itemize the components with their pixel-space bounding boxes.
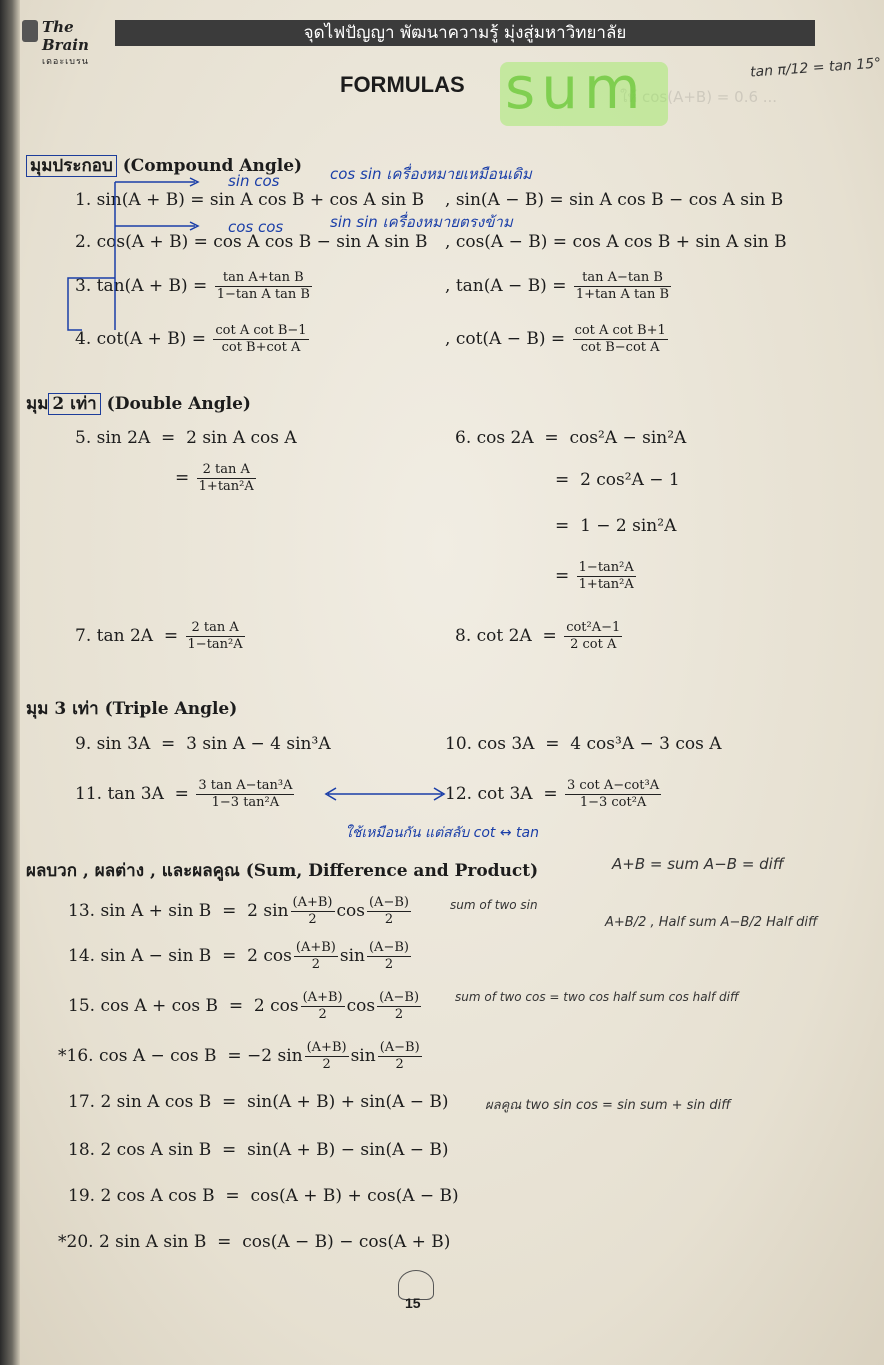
section-compound-en: (Compound Angle): [122, 156, 303, 176]
formula-11: 11. tan 3A = $\frac{\text{3 tan A−tan³A}}{\text{1−3 tan²A}}$: [75, 778, 293, 810]
formula-2: 2. cos(A + B) = cos A cos B − sin A sin B: [75, 232, 428, 252]
formula-13: 13. sin A + sin B = 2 sin $\frac{(A+B)}{2}$ cos $\frac{(A-B)}{2}$: [68, 895, 409, 927]
formula-6c: = 1 − 2 sin²A: [555, 516, 677, 536]
formula-19: 19. 2 cos A cos B = cos(A + B) + cos(A − B): [68, 1186, 459, 1206]
formula-8: 8. cot 2A = $\frac{\text{cot²A−1}}{\text{2 cot A}}$: [455, 620, 621, 652]
bleed-through-text: ให้ cos(A+B) = 0.6 ...: [620, 88, 778, 106]
handwritten-note-17: ผลคูณ two sin cos = sin sum + sin diff: [485, 1098, 731, 1113]
formula-18: 18. 2 cos A sin B = sin(A + B) − sin(A − B): [68, 1140, 449, 1160]
formula-10: 10. cos 3A = 4 cos³A − 3 cos A: [445, 734, 722, 754]
handwritten-note-top: tan π/12 = tan 15°: [749, 55, 882, 81]
formula-14: 14. sin A − sin B = 2 cos $\frac{(A+B)}{2}$ sin $\frac{(A-B)}{2}$: [68, 940, 409, 972]
formula-15: 15. cos A + cos B = 2 cos $\frac{(A+B)}{2}$ cos $\frac{(A-B)}{2}$: [68, 990, 420, 1022]
handwritten-note-13: sum of two sin: [450, 898, 538, 912]
formula-6b: = 2 cos²A − 1: [555, 470, 680, 490]
handwritten-note-1b: cos sin เครื่องหมายเหมือนเดิม: [330, 165, 532, 183]
formula-16: *16. cos A − cos B = −2 sin $\frac{(A+B)}{2}$ sin $\frac{(A-B)}{2}$: [58, 1040, 420, 1072]
section-double-angle: มุม 2 เท่า (Double Angle): [26, 394, 251, 414]
handwritten-note-half: A+B/2 , Half sum A−B/2 Half diff: [605, 915, 818, 930]
logo-face-icon: [22, 20, 38, 42]
handwritten-bracket-arrows: [40, 170, 230, 350]
formula-3b: , tan(A − B) = $\frac{\text{tan A−tan B}}{\text{1+tan A tan B}}$: [445, 270, 670, 302]
publisher-logo: The Brain เดอะเบรน: [22, 18, 112, 50]
formula-6d: = $\frac{\text{1−tan²A}}{\text{1+tan²A}}$: [555, 560, 634, 592]
page-title: FORMULAS: [340, 72, 465, 97]
formula-5b: = $\frac{\text{2 tan A}}{\text{1+tan²A}}$: [175, 462, 254, 494]
section-compound-thai: มุมประกอบ: [26, 155, 117, 177]
section-triple-angle: มุม 3 เท่า (Triple Angle): [26, 699, 238, 719]
formula-12: 12. cot 3A = $\frac{\text{3 cot A−cot³A}}{\text{1−3 cot²A}}$: [445, 778, 660, 810]
header-banner: จุดไฟปัญญา พัฒนาความรู้ มุ่งสู่มหาวิทยาลัย: [115, 20, 815, 46]
book-spine: [0, 0, 20, 1365]
handwritten-double-arrow-icon: [320, 784, 450, 804]
handwritten-note-2b: sin sin เครื่องหมายตรงข้าม: [330, 213, 513, 231]
handwritten-note-sum-diff: A+B = sum A−B = diff: [612, 855, 784, 873]
highlighter-note: sum: [505, 54, 647, 122]
handwritten-note-1a: sin cos: [228, 172, 280, 190]
handwritten-note-15: sum of two cos = two cos half sum cos half diff: [455, 990, 739, 1004]
formula-1: 1. sin(A + B) = sin A cos B + cos A sin B: [75, 190, 425, 210]
formula-6: 6. cos 2A = cos²A − sin²A: [455, 428, 687, 448]
formula-9: 9. sin 3A = 3 sin A − 4 sin³A: [75, 734, 331, 754]
formula-3: 3. tan(A + B) = $\frac{\text{tan A+tan B}}{\text{1−tan A tan B}}$: [75, 270, 310, 302]
handwritten-note-2a: cos cos: [228, 218, 284, 236]
formula-20: *20. 2 sin A sin B = cos(A − B) − cos(A + B): [58, 1232, 451, 1252]
formula-4b: , cot(A − B) = $\frac{\text{cot A cot B+1}}{\text{cot B−cot A}}$: [445, 323, 666, 355]
formula-7: 7. tan 2A = $\frac{\text{2 tan A}}{\text{1−tan²A}}$: [75, 620, 243, 652]
formula-1b: , sin(A − B) = sin A cos B − cos A sin B: [445, 190, 784, 210]
formula-5: 5. sin 2A = 2 sin A cos A: [75, 428, 297, 448]
formula-17: 17. 2 sin A cos B = sin(A + B) + sin(A − B): [68, 1092, 449, 1112]
handwritten-note-11: ใช้เหมือนกัน แต่สลับ cot ↔ tan: [345, 825, 539, 841]
formula-2b: , cos(A − B) = cos A cos B + sin A sin B: [445, 232, 787, 252]
section-sum-difference-product: ผลบวก , ผลต่าง , และผลคูณ (Sum, Difference and Product): [26, 861, 539, 881]
formula-4: 4. cot(A + B) = $\frac{\text{cot A cot B−1}}{\text{cot B+cot A}}$: [75, 323, 307, 355]
page-number: 15: [405, 1295, 421, 1311]
